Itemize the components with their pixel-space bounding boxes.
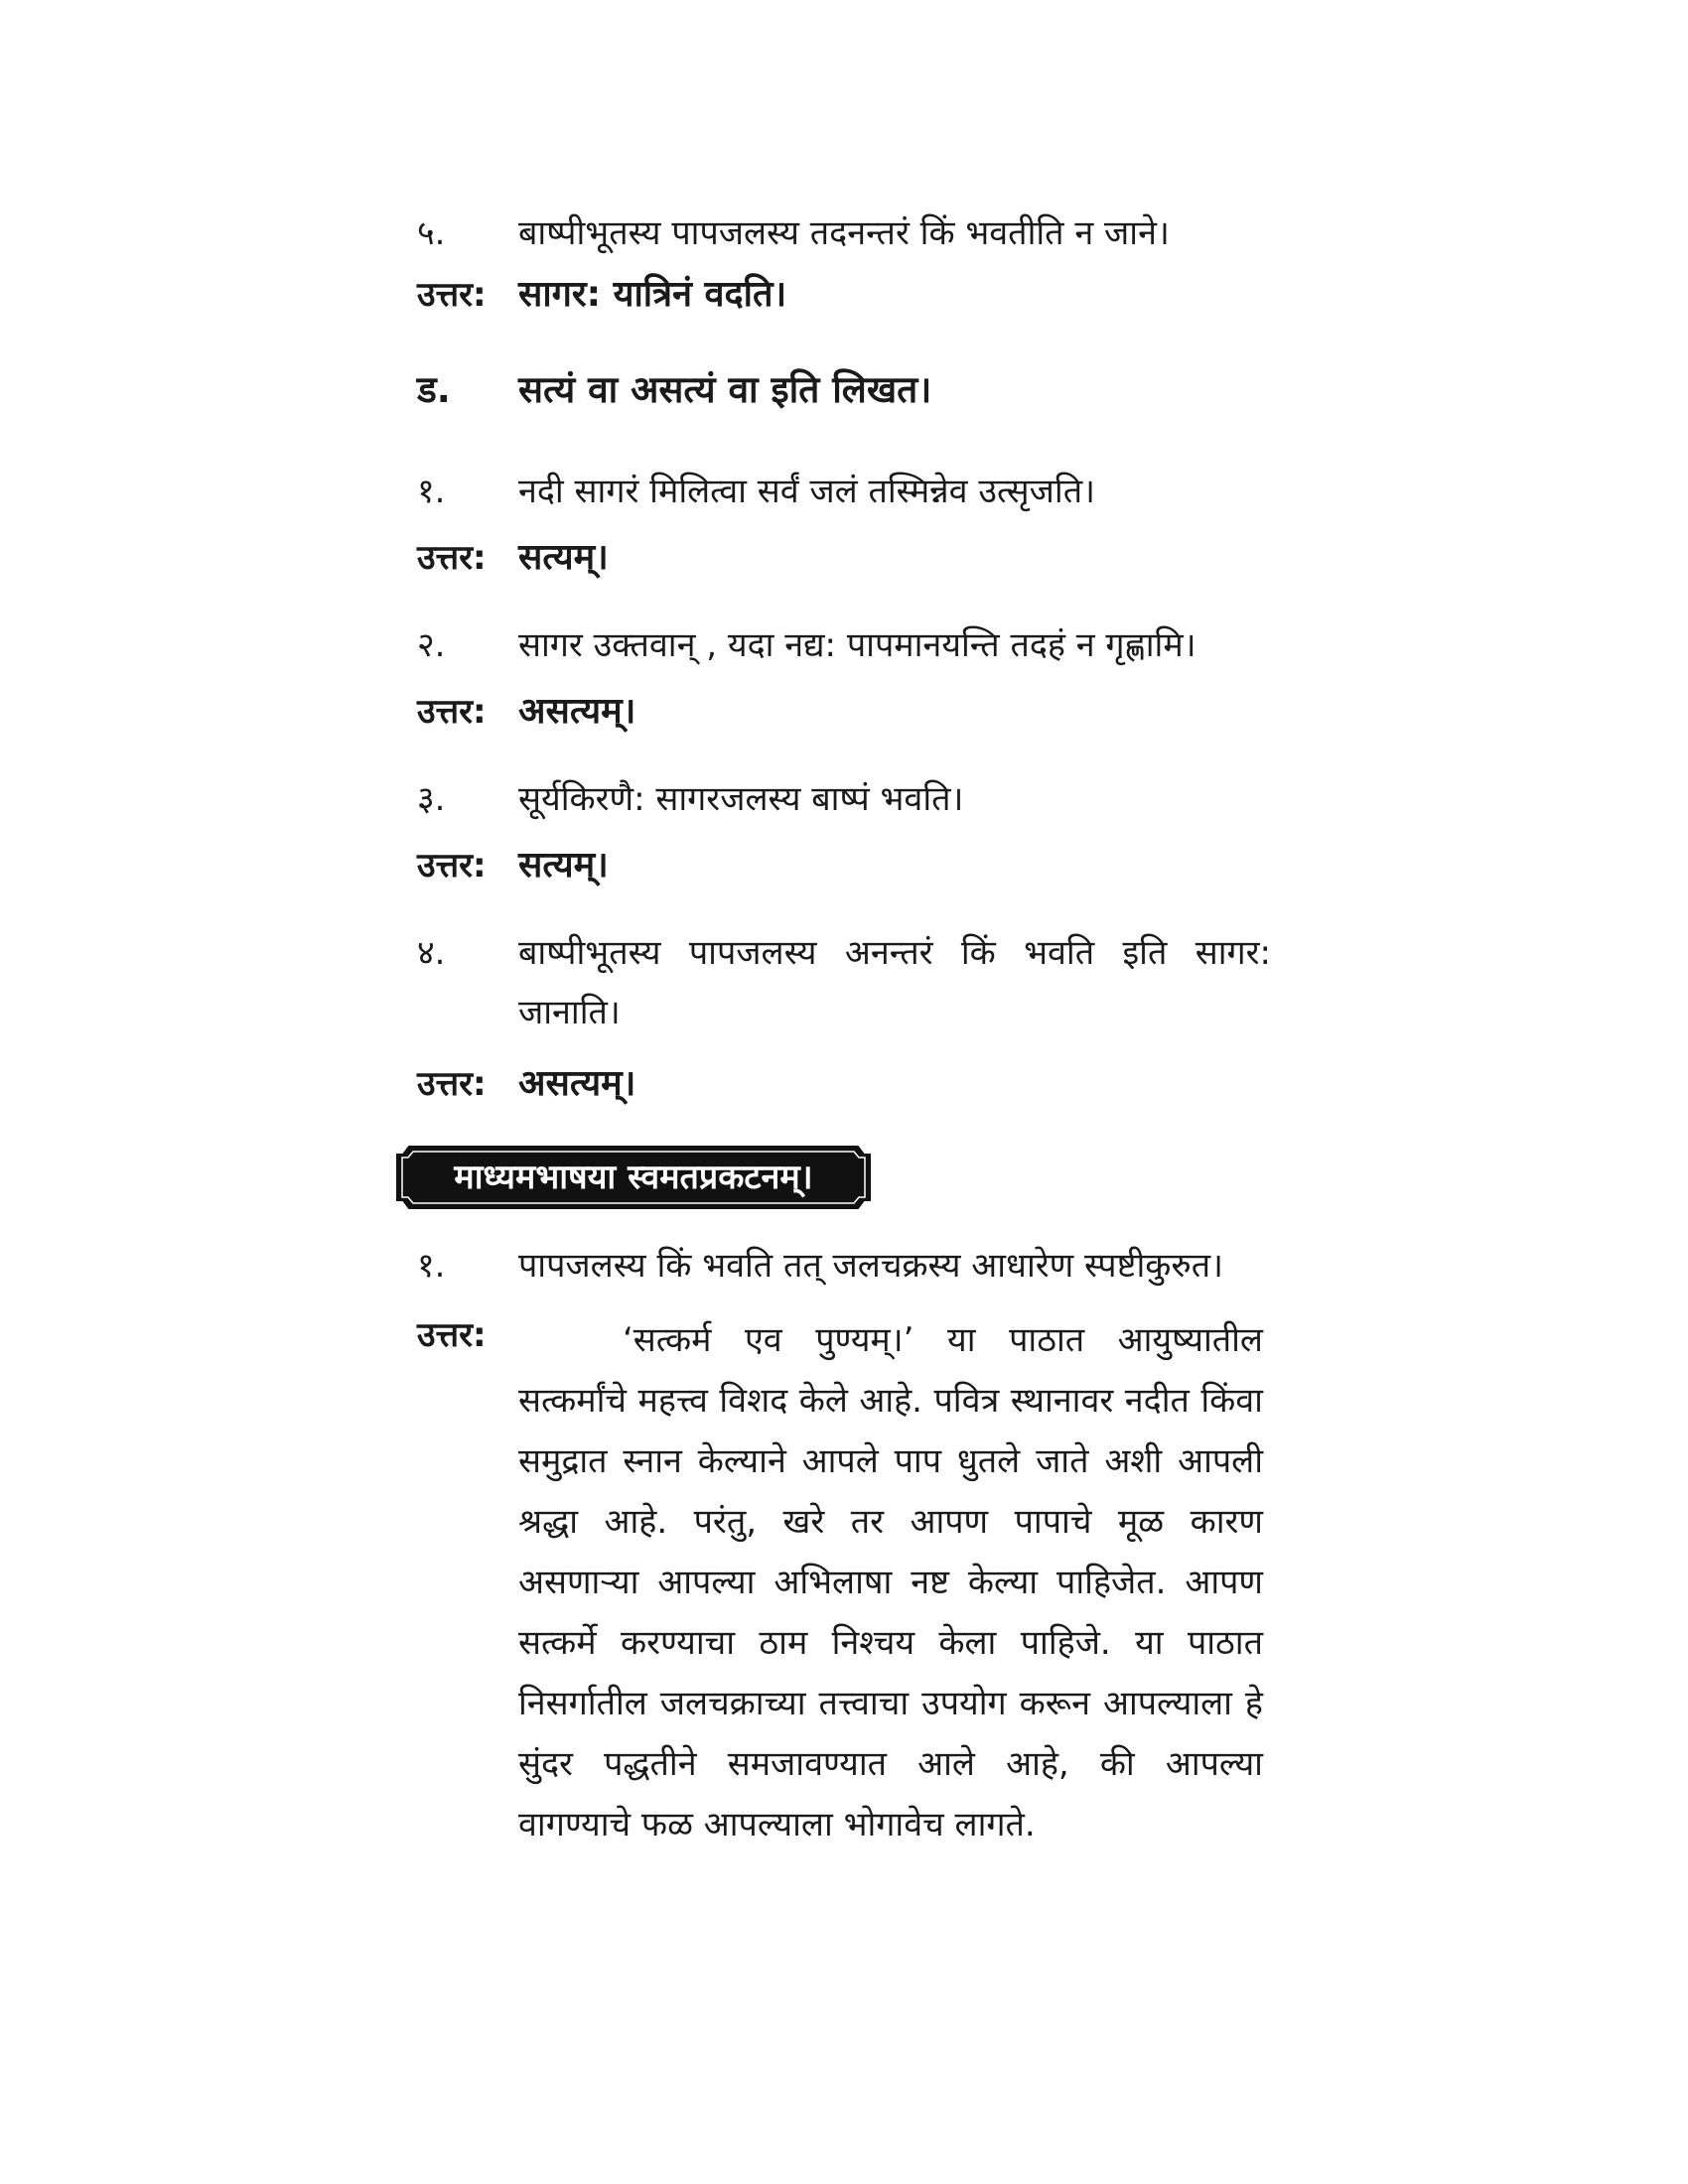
question-text: बाष्पीभूतस्य पापजलस्य तदनन्तरं किं भवतीति न जाने। <box>518 213 1170 253</box>
answer-row <box>417 531 1271 580</box>
question-number: २. <box>417 625 446 665</box>
question-text: सूर्यकिरणै: सागरजलस्य बाष्पं भवति। <box>518 779 964 819</box>
answer-row <box>417 839 1271 887</box>
question-row <box>417 1236 1271 1296</box>
answer-row <box>417 268 1271 317</box>
question-number: १. <box>417 1246 446 1286</box>
answer-paragraph: ‘सत्कर्म एव पुण्यम्।’ या पाठात आयुष्यातील सत्कर्मांचे महत्त्व विशद केले आहे. पवित्र स्थानावर नदीत किंवा समुद्रात स्नान केल्याने आपले पाप धुतले जाते अशी आपली श्रद्धा आहे. परंतु, खरे तर आपण पापाचे मूळ कारण असणाऱ्या आपल्या अभिलाषा नष्ट केल्या पाहिजेत. आपण सत्कर्मे करण्याचा ठाम निश्चय केला पाहिजे. या पाठात निसर्गातील जलचक्राच्या तत्त्वाचा उपयोग करून आपल्याला हे सुंदर पद्धतीने समजावण्यात आले आहे, की आपल्या वागण्याचे फळ आपल्याला भोगावेच लागते. <box>518 1320 1263 1844</box>
question-number: १. <box>417 472 446 511</box>
question-text: नदी सागरं मिलित्वा सर्वं जलं तस्मिन्नेव उत्सृजति। <box>518 472 1095 511</box>
question-number: ४. <box>417 933 446 973</box>
question-number: ३. <box>417 779 446 819</box>
answer-text: असत्यम्। <box>518 691 636 732</box>
question-row <box>417 615 1271 675</box>
answer-label: उत्तर: <box>417 692 487 732</box>
answer-row <box>417 685 1271 734</box>
answer-text: सत्यम्। <box>518 537 609 578</box>
answer-label: उत्तर: <box>417 538 487 578</box>
answer-text: सागर: यात्रिनं वदति। <box>518 274 787 315</box>
question-row <box>417 923 1271 1042</box>
answer-label: उत्तर: <box>417 275 487 315</box>
question-row <box>417 462 1271 521</box>
answer-label: उत्तर: <box>417 1315 487 1355</box>
question-row <box>417 769 1271 829</box>
answer-label: उत्तर: <box>417 846 487 886</box>
question-number: ५. <box>417 213 446 253</box>
question-row <box>417 204 1271 263</box>
section-title: सत्यं वा असत्यं वा इति लिखत। <box>518 368 932 411</box>
answer-label: उत्तर: <box>417 1064 487 1104</box>
answer-text: असत्यम्। <box>518 1063 636 1104</box>
question-text: बाष्पीभूतस्य पापजलस्य अनन्तरं किं भवति इति सागर: जानाति। <box>518 933 1271 1032</box>
section-banner <box>395 1145 872 1210</box>
banner-title: माध्यमभाषया स्वमतप्रकटनम्। <box>454 1158 813 1197</box>
question-text: सागर उक्तवान् , यदा नद्य: पापमानयन्ति तदहं न गृह्णामि। <box>518 625 1196 665</box>
question-text: पापजलस्य किं भवति तत् जलचक्रस्य आधारेण स्पष्टीकुरुत। <box>518 1246 1223 1286</box>
section-letter: ड. <box>417 368 451 411</box>
answer-text: सत्यम्। <box>518 845 609 886</box>
answer-row <box>417 1057 1271 1106</box>
section-heading <box>417 362 1271 413</box>
